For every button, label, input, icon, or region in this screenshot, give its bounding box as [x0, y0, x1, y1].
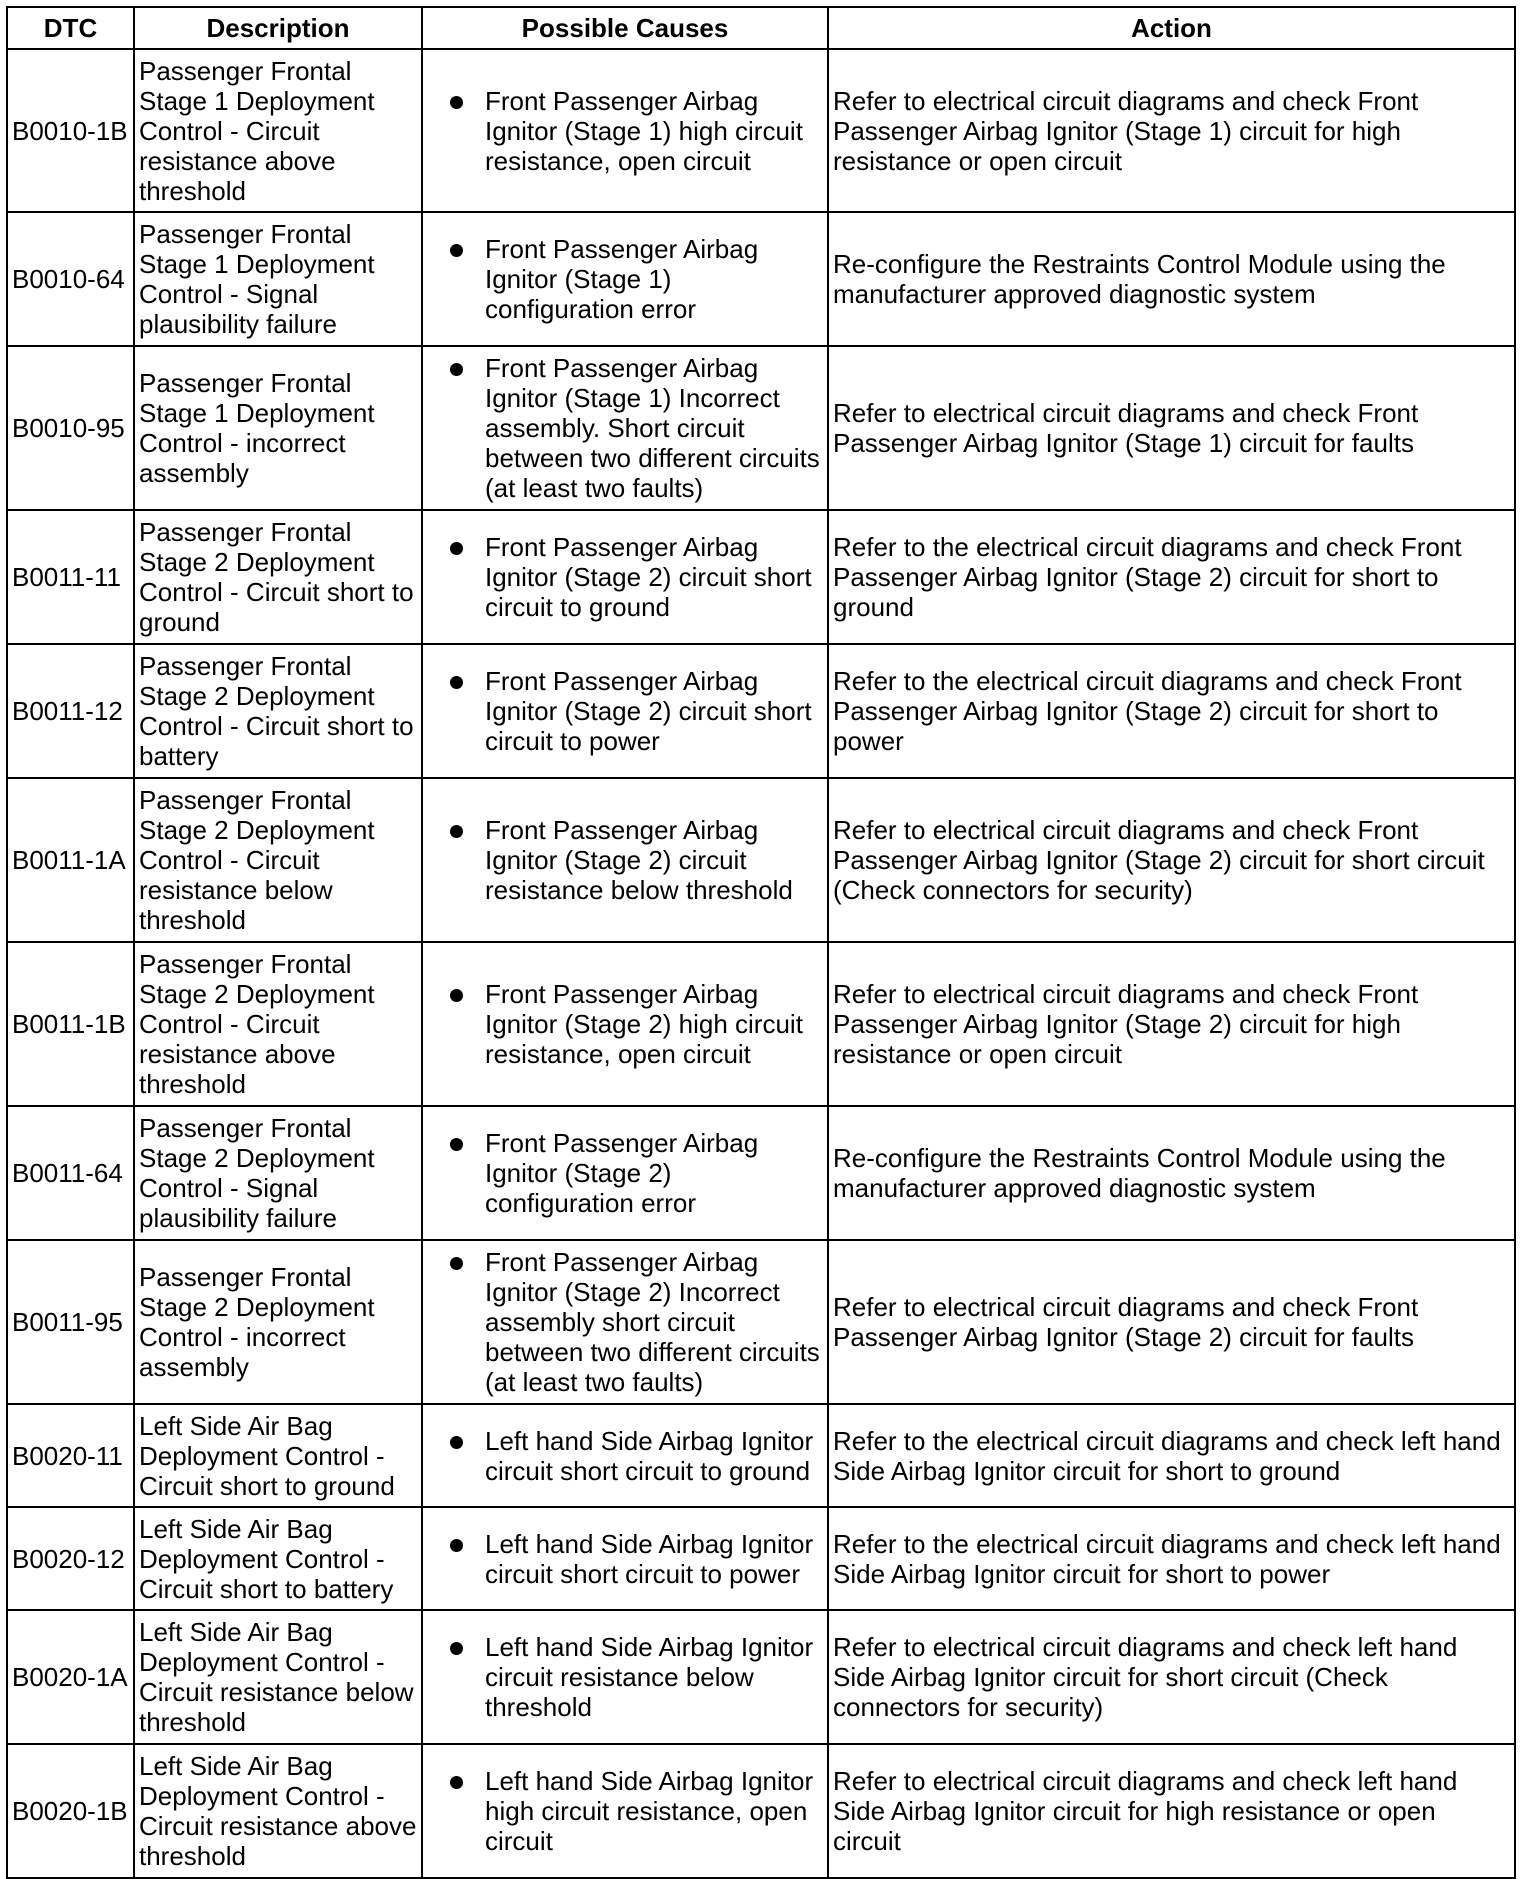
- dtc-code: B0011-12: [7, 644, 134, 778]
- possible-cause-cell: [422, 346, 828, 510]
- header-action: Action: [828, 7, 1515, 49]
- action-text: Refer to electrical circuit diagrams and check Front Passenger Airbag Ignitor (Stage 1) circuit for faults: [828, 346, 1515, 510]
- dtc-description: Left Side Air Bag Deployment Control - Circuit resistance below threshold: [134, 1610, 422, 1744]
- dtc-code: B0020-11: [7, 1404, 134, 1507]
- dtc-description: Passenger Frontal Stage 2 Deployment Control - Circuit resistance above threshold: [134, 942, 422, 1106]
- dtc-table: [6, 6, 1516, 1879]
- possible-cause-cell: [422, 1610, 828, 1744]
- table-body: [7, 49, 1515, 1878]
- table-row: [7, 644, 1515, 778]
- dtc-code: B0020-1A: [7, 1610, 134, 1744]
- bullet-icon: [427, 353, 485, 376]
- table-row: [7, 346, 1515, 510]
- table-row: [7, 1404, 1515, 1507]
- dtc-description: Left Side Air Bag Deployment Control - Circuit short to ground: [134, 1404, 422, 1507]
- table-row: [7, 1610, 1515, 1744]
- bullet-icon: [427, 979, 485, 1002]
- action-text: Refer to electrical circuit diagrams and check Front Passenger Airbag Ignitor (Stage 2) circuit for short circuit (Check connectors for security): [828, 778, 1515, 942]
- possible-cause-text: Front Passenger Airbag Ignitor (Stage 2) Incorrect assembly short circuit between two different circuits (at least two faults): [485, 1247, 820, 1397]
- possible-cause-cell: [422, 1404, 828, 1507]
- bullet-icon: [427, 1632, 485, 1655]
- action-text: Refer to electrical circuit diagrams and check left hand Side Airbag Ignitor circuit for short circuit (Check connectors for security): [828, 1610, 1515, 1744]
- possible-cause-text: Left hand Side Airbag Ignitor circuit resistance below threshold: [485, 1632, 814, 1722]
- dtc-description: Passenger Frontal Stage 1 Deployment Control - incorrect assembly: [134, 346, 422, 510]
- possible-cause-cell: [422, 942, 828, 1106]
- table-header-row: [7, 7, 1515, 49]
- dtc-code: B0011-64: [7, 1106, 134, 1240]
- possible-cause-text: Front Passenger Airbag Ignitor (Stage 1) Incorrect assembly. Short circuit between two different circuits (at least two faults): [485, 353, 820, 503]
- action-text: Refer to the electrical circuit diagrams and check left hand Side Airbag Ignitor circuit for short to ground: [828, 1404, 1515, 1507]
- possible-cause-cell: [422, 644, 828, 778]
- possible-cause-cell: [422, 1240, 828, 1404]
- possible-cause-cell: [422, 510, 828, 644]
- table-row: [7, 510, 1515, 644]
- header-description: Description: [134, 7, 422, 49]
- dtc-description: Passenger Frontal Stage 2 Deployment Control - Signal plausibility failure: [134, 1106, 422, 1240]
- dtc-code: B0011-1A: [7, 778, 134, 942]
- action-text: Refer to the electrical circuit diagrams and check left hand Side Airbag Ignitor circuit for short to power: [828, 1507, 1515, 1610]
- bullet-icon: [427, 1529, 485, 1552]
- dtc-description: Left Side Air Bag Deployment Control - Circuit resistance above threshold: [134, 1744, 422, 1878]
- possible-cause-cell: [422, 212, 828, 346]
- table-row: [7, 1240, 1515, 1404]
- dtc-description: Left Side Air Bag Deployment Control - Circuit short to battery: [134, 1507, 422, 1610]
- action-text: Re-configure the Restraints Control Module using the manufacturer approved diagnostic system: [828, 212, 1515, 346]
- bullet-icon: [427, 86, 485, 109]
- possible-cause-text: Front Passenger Airbag Ignitor (Stage 1) configuration error: [485, 234, 759, 324]
- action-text: Re-configure the Restraints Control Module using the manufacturer approved diagnostic system: [828, 1106, 1515, 1240]
- possible-cause-text: Front Passenger Airbag Ignitor (Stage 1) high circuit resistance, open circuit: [485, 85, 803, 176]
- table-row: [7, 49, 1515, 212]
- header-dtc: DTC: [7, 7, 134, 49]
- possible-cause-text: Left hand Side Airbag Ignitor high circuit resistance, open circuit: [485, 1766, 814, 1856]
- action-text: Refer to electrical circuit diagrams and check left hand Side Airbag Ignitor circuit for high resistance or open circuit: [828, 1744, 1515, 1878]
- dtc-code: B0010-95: [7, 346, 134, 510]
- table-row: [7, 778, 1515, 942]
- dtc-code: B0010-1B: [7, 49, 134, 212]
- dtc-description: Passenger Frontal Stage 2 Deployment Control - Circuit short to battery: [134, 644, 422, 778]
- table-row: [7, 1744, 1515, 1878]
- dtc-description: Passenger Frontal Stage 1 Deployment Control - Circuit resistance above threshold: [134, 49, 422, 212]
- dtc-code: B0011-1B: [7, 942, 134, 1106]
- possible-cause-cell: [422, 1106, 828, 1240]
- bullet-icon: [427, 234, 485, 257]
- dtc-code: B0011-11: [7, 510, 134, 644]
- action-text: Refer to the electrical circuit diagrams and check Front Passenger Airbag Ignitor (Stage 2) circuit for short to ground: [828, 510, 1515, 644]
- dtc-description: Passenger Frontal Stage 2 Deployment Control - Circuit short to ground: [134, 510, 422, 644]
- possible-cause-text: Front Passenger Airbag Ignitor (Stage 2) circuit resistance below threshold: [485, 815, 793, 905]
- bullet-icon: [427, 1426, 485, 1449]
- dtc-description: Passenger Frontal Stage 2 Deployment Control - incorrect assembly: [134, 1240, 422, 1404]
- action-text: Refer to electrical circuit diagrams and check Front Passenger Airbag Ignitor (Stage 1) circuit for high resistance or open circuit: [828, 49, 1515, 212]
- possible-cause-text: Front Passenger Airbag Ignitor (Stage 2) circuit short circuit to ground: [485, 532, 812, 622]
- possible-cause-text: Front Passenger Airbag Ignitor (Stage 2) circuit short circuit to power: [485, 666, 812, 756]
- possible-cause-cell: [422, 1507, 828, 1610]
- dtc-code: B0020-12: [7, 1507, 134, 1610]
- action-text: Refer to electrical circuit diagrams and check Front Passenger Airbag Ignitor (Stage 2) circuit for faults: [828, 1240, 1515, 1404]
- possible-cause-text: Left hand Side Airbag Ignitor circuit short circuit to power: [485, 1528, 814, 1589]
- table-row: [7, 212, 1515, 346]
- possible-cause-text: Left hand Side Airbag Ignitor circuit short circuit to ground: [485, 1425, 814, 1486]
- bullet-icon: [427, 532, 485, 555]
- dtc-description: Passenger Frontal Stage 2 Deployment Control - Circuit resistance below threshold: [134, 778, 422, 942]
- possible-cause-cell: [422, 1744, 828, 1878]
- bullet-icon: [427, 1247, 485, 1270]
- table-row: [7, 1507, 1515, 1610]
- dtc-code: B0010-64: [7, 212, 134, 346]
- bullet-icon: [427, 1128, 485, 1151]
- action-text: Refer to electrical circuit diagrams and check Front Passenger Airbag Ignitor (Stage 2) circuit for high resistance or open circuit: [828, 942, 1515, 1106]
- bullet-icon: [427, 666, 485, 689]
- action-text: Refer to the electrical circuit diagrams and check Front Passenger Airbag Ignitor (Stage 2) circuit for short to power: [828, 644, 1515, 778]
- possible-cause-text: Front Passenger Airbag Ignitor (Stage 2) high circuit resistance, open circuit: [485, 979, 803, 1069]
- bullet-icon: [427, 815, 485, 838]
- possible-cause-text: Front Passenger Airbag Ignitor (Stage 2) configuration error: [485, 1128, 759, 1218]
- possible-cause-cell: [422, 49, 828, 212]
- dtc-code: B0011-95: [7, 1240, 134, 1404]
- bullet-icon: [427, 1766, 485, 1789]
- table-row: [7, 942, 1515, 1106]
- header-possible-causes: Possible Causes: [422, 7, 828, 49]
- dtc-code: B0020-1B: [7, 1744, 134, 1878]
- possible-cause-cell: [422, 778, 828, 942]
- table-row: [7, 1106, 1515, 1240]
- dtc-description: Passenger Frontal Stage 1 Deployment Control - Signal plausibility failure: [134, 212, 422, 346]
